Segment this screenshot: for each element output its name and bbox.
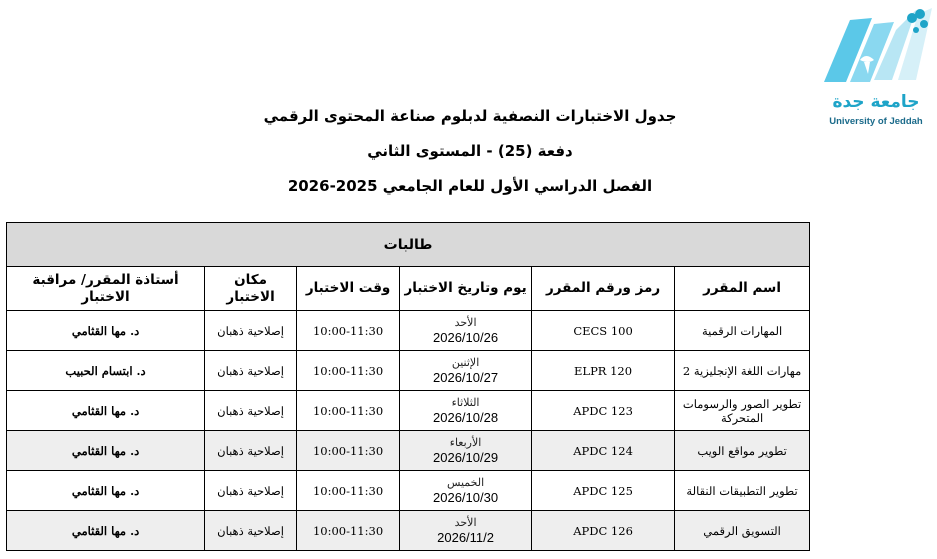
course-name: تطوير مواقع الويب (675, 431, 810, 471)
header-exam-day-date: يوم وتاريخ الاختبار (400, 267, 532, 311)
exam-schedule-table (6, 222, 810, 551)
exam-time: 10:00-11:30 (297, 471, 400, 511)
table-row (7, 431, 810, 471)
exam-day: الأربعاء (449, 435, 482, 449)
exam-day: الخميس (446, 475, 485, 489)
table-row (7, 351, 810, 391)
exam-day-date (400, 391, 532, 431)
header-exam-time: وقت الاختبار (297, 267, 400, 311)
logo-arabic-name: جامعة جدة (832, 92, 920, 112)
exam-date: 2026/10/26 (433, 329, 499, 345)
course-name: تطوير الصور والرسومات المتحركة (675, 391, 810, 431)
exam-day-date (400, 431, 532, 471)
exam-place: إصلاحية ذهبان (205, 431, 297, 471)
exam-day: الأحد (454, 315, 477, 329)
exam-place: إصلاحية ذهبان (205, 311, 297, 351)
exam-time: 10:00-11:30 (297, 431, 400, 471)
exam-time: 10:00-11:30 (297, 511, 400, 551)
exam-day-date (400, 311, 532, 351)
professor: د. مها القثامي (7, 431, 205, 471)
exam-date: 2026/11/2 (437, 529, 494, 545)
exam-day-date (400, 511, 532, 551)
university-logo (820, 0, 937, 130)
professor: د. مها القثامي (7, 391, 205, 431)
exam-place: إصلاحية ذهبان (205, 391, 297, 431)
header-course-name: اسم المقرر (675, 267, 810, 311)
exam-date: 2026/10/29 (433, 449, 499, 465)
course-code: APDC 125 (532, 471, 675, 511)
exam-date: 2026/10/28 (433, 409, 499, 425)
professor: د. ابتسام الحبيب (7, 351, 205, 391)
professor: د. مها القثامي (7, 471, 205, 511)
course-code: APDC 123 (532, 391, 675, 431)
title-line-2: دفعة (25) - المستوى الثاني (367, 142, 573, 160)
exam-place: إصلاحية ذهبان (205, 511, 297, 551)
course-name: مهارات اللغة الإنجليزية 2 (675, 351, 810, 391)
exam-time: 10:00-11:30 (297, 391, 400, 431)
exam-date: 2026/10/27 (433, 369, 499, 385)
exam-place: إصلاحية ذهبان (205, 351, 297, 391)
header-course-code: رمز ورقم المقرر (532, 267, 675, 311)
table-row (7, 471, 810, 511)
course-name: التسويق الرقمي (675, 511, 810, 551)
course-code: APDC 124 (532, 431, 675, 471)
course-code: 100 CECS (532, 311, 675, 351)
course-code: ELPR 120 (532, 351, 675, 391)
title-line-3: الفصل الدراسي الأول للعام الجامعي 2025-2026 (287, 177, 653, 195)
exam-day-date (400, 351, 532, 391)
course-code: APDC 126 (532, 511, 675, 551)
logo-english-name: University of Jeddah (829, 116, 923, 127)
exam-place: إصلاحية ذهبان (205, 471, 297, 511)
title-line-1: جدول الاختبارات النصفية لدبلوم صناعة المحتوى الرقمي (263, 107, 677, 125)
group-header: طالبات (7, 223, 810, 267)
logo-emblem-icon (820, 0, 937, 92)
exam-day-date (400, 471, 532, 511)
header-professor: أستاذة المقرر/ مراقبة الاختبار (7, 267, 205, 311)
table-row (7, 311, 810, 351)
exam-time: 10:00-11:30 (297, 311, 400, 351)
exam-day: الأحد (454, 515, 477, 529)
header-exam-place: مكان الاختبار (205, 267, 297, 311)
table-row (7, 391, 810, 431)
table-row (7, 511, 810, 551)
document-titles (180, 104, 760, 209)
course-name: المهارات الرقمية (675, 311, 810, 351)
course-name: تطوير التطبيقات النقالة (675, 471, 810, 511)
professor: د. مها القثامي (7, 311, 205, 351)
exam-date: 2026/10/30 (433, 489, 499, 505)
exam-day: الإثنين (451, 355, 480, 369)
professor: د. مها القثامي (7, 511, 205, 551)
exam-day: الثلاثاء (451, 395, 480, 409)
exam-time: 10:00-11:30 (297, 351, 400, 391)
